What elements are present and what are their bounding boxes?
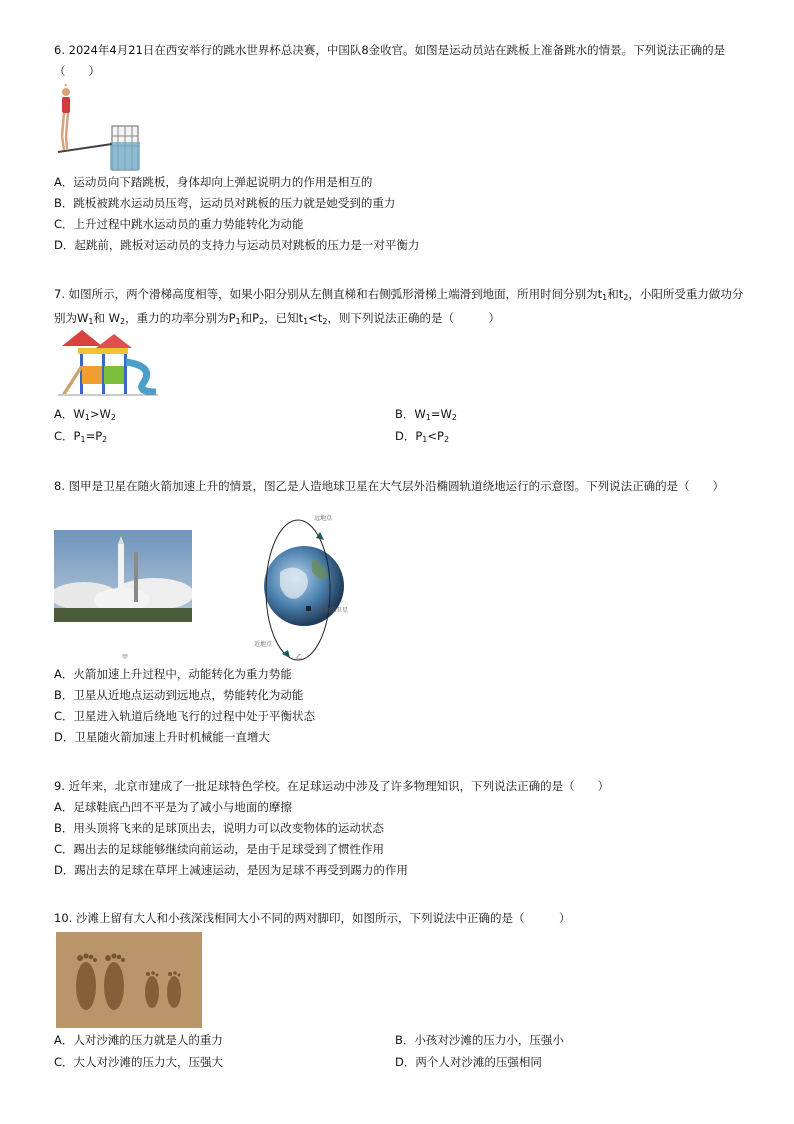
question-10-option-c[interactable]: C．大人对沙滩的压力大，压强大	[54, 1055, 224, 1069]
question-6-option-c[interactable]: C．上升过程中跳水运动员的重力势能转化为动能	[54, 217, 304, 231]
question-9-option-a[interactable]: A．足球鞋底凸凹不平是为了减小与地面的摩擦	[54, 800, 292, 814]
question-9-option-b[interactable]: B．用头顶将飞来的足球顶出去，说明力可以改变物体的运动状态	[54, 821, 384, 835]
question-10-option-a[interactable]: A．人对沙滩的压力就是人的重力	[54, 1033, 223, 1047]
question-7-stem: 7. 如图所示，两个滑梯高度相等，如果小阳分别从左侧直梯和右侧弧形滑梯上端滑到地面，所用时间分别为$t_1$和$t_2$，小阳所受重力做功分别为$W_1$和 $W_2$，重力的功率分别为$P_1$和$P_2$，已知$t_1<t_2$，则下列说法正确的是（ ）	[54, 287, 744, 326]
question-6	[54, 40, 744, 82]
slide-figure	[58, 326, 158, 398]
question-9-option-c[interactable]: C．踢出去的足球能够继续向前运动，是由于足球受到了惯性作用	[54, 842, 385, 856]
question-9-stem: 9. 近年来，北京市建成了一批足球特色学校。在足球运动中涉及了许多物理知识，下列说法正确的是（ ）	[54, 779, 610, 793]
diving-board-figure	[56, 84, 140, 172]
question-8-stem: 8. 图甲是卫星在随火箭加速上升的情景，图乙是人造地球卫星在大气层外沿椭圆轨道绕地运行的示意图。下列说法正确的是（ ）	[54, 479, 725, 493]
question-6-option-a[interactable]: A．运动员向下踏跳板，身体却向上弹起说明力的作用是相互的	[54, 175, 373, 189]
figure-jia-label: 甲	[122, 654, 129, 661]
question-8-option-d[interactable]: D．卫星随火箭加速上升时机械能一直增大	[54, 730, 270, 744]
rocket-launch-photo	[54, 530, 192, 622]
satellite-orbit-diagram	[250, 512, 380, 664]
question-10-stem: 10. 沙滩上留有大人和小孩深浅相同大小不同的两对脚印，如图所示，下列说法中正确的是（ ）	[54, 911, 571, 925]
question-8-option-a[interactable]: A．火箭加速上升过程中，动能转化为重力势能	[54, 667, 292, 681]
near-point-label: 近地点	[254, 641, 273, 648]
question-7-option-b[interactable]: B．$W_1=W_2$	[395, 407, 457, 422]
satellite-label: 人造地球卫星	[312, 607, 349, 614]
far-point-label: 远地点	[314, 515, 333, 522]
footprints-photo	[56, 932, 202, 1028]
question-8-option-b[interactable]: B．卫星从近地点运动到远地点，势能转化为动能	[54, 688, 304, 702]
question-7-option-a[interactable]: A．$W_1>W_2$	[54, 407, 116, 422]
question-9	[54, 776, 744, 797]
figure-yi-label: 乙	[296, 654, 303, 661]
question-6-option-b[interactable]: B．跳板被跳水运动员压弯，运动员对跳板的压力就是她受到的重力	[54, 196, 396, 210]
question-6-option-d[interactable]: D．起跳前，跳板对运动员的支持力与运动员对跳板的压力是一对平衡力	[54, 238, 420, 252]
question-8-option-c[interactable]: C．卫星进入轨道后绕地飞行的过程中处于平衡状态	[54, 709, 316, 723]
question-7-option-d[interactable]: D．$P_1<P_2$	[395, 429, 450, 444]
question-7-option-c[interactable]: C．$P_1=P_2$	[54, 429, 108, 444]
question-7	[54, 284, 744, 332]
question-10-option-d[interactable]: D．两个人对沙滩的压强相同	[395, 1055, 542, 1069]
question-10	[54, 908, 744, 929]
question-6-stem: 6. 2024年4月21日在西安举行的跳水世界杯总决赛，中国队8金收官。如图是运动员站在跳板上准备跳水的情景。下列说法正确的是（ ）	[54, 43, 726, 78]
question-8	[54, 476, 744, 497]
question-9-option-d[interactable]: D．踢出去的足球在草坪上减速运动，是因为足球不再受到踢力的作用	[54, 863, 408, 877]
question-10-option-b[interactable]: B．小孩对沙滩的压力小，压强小	[395, 1033, 564, 1047]
